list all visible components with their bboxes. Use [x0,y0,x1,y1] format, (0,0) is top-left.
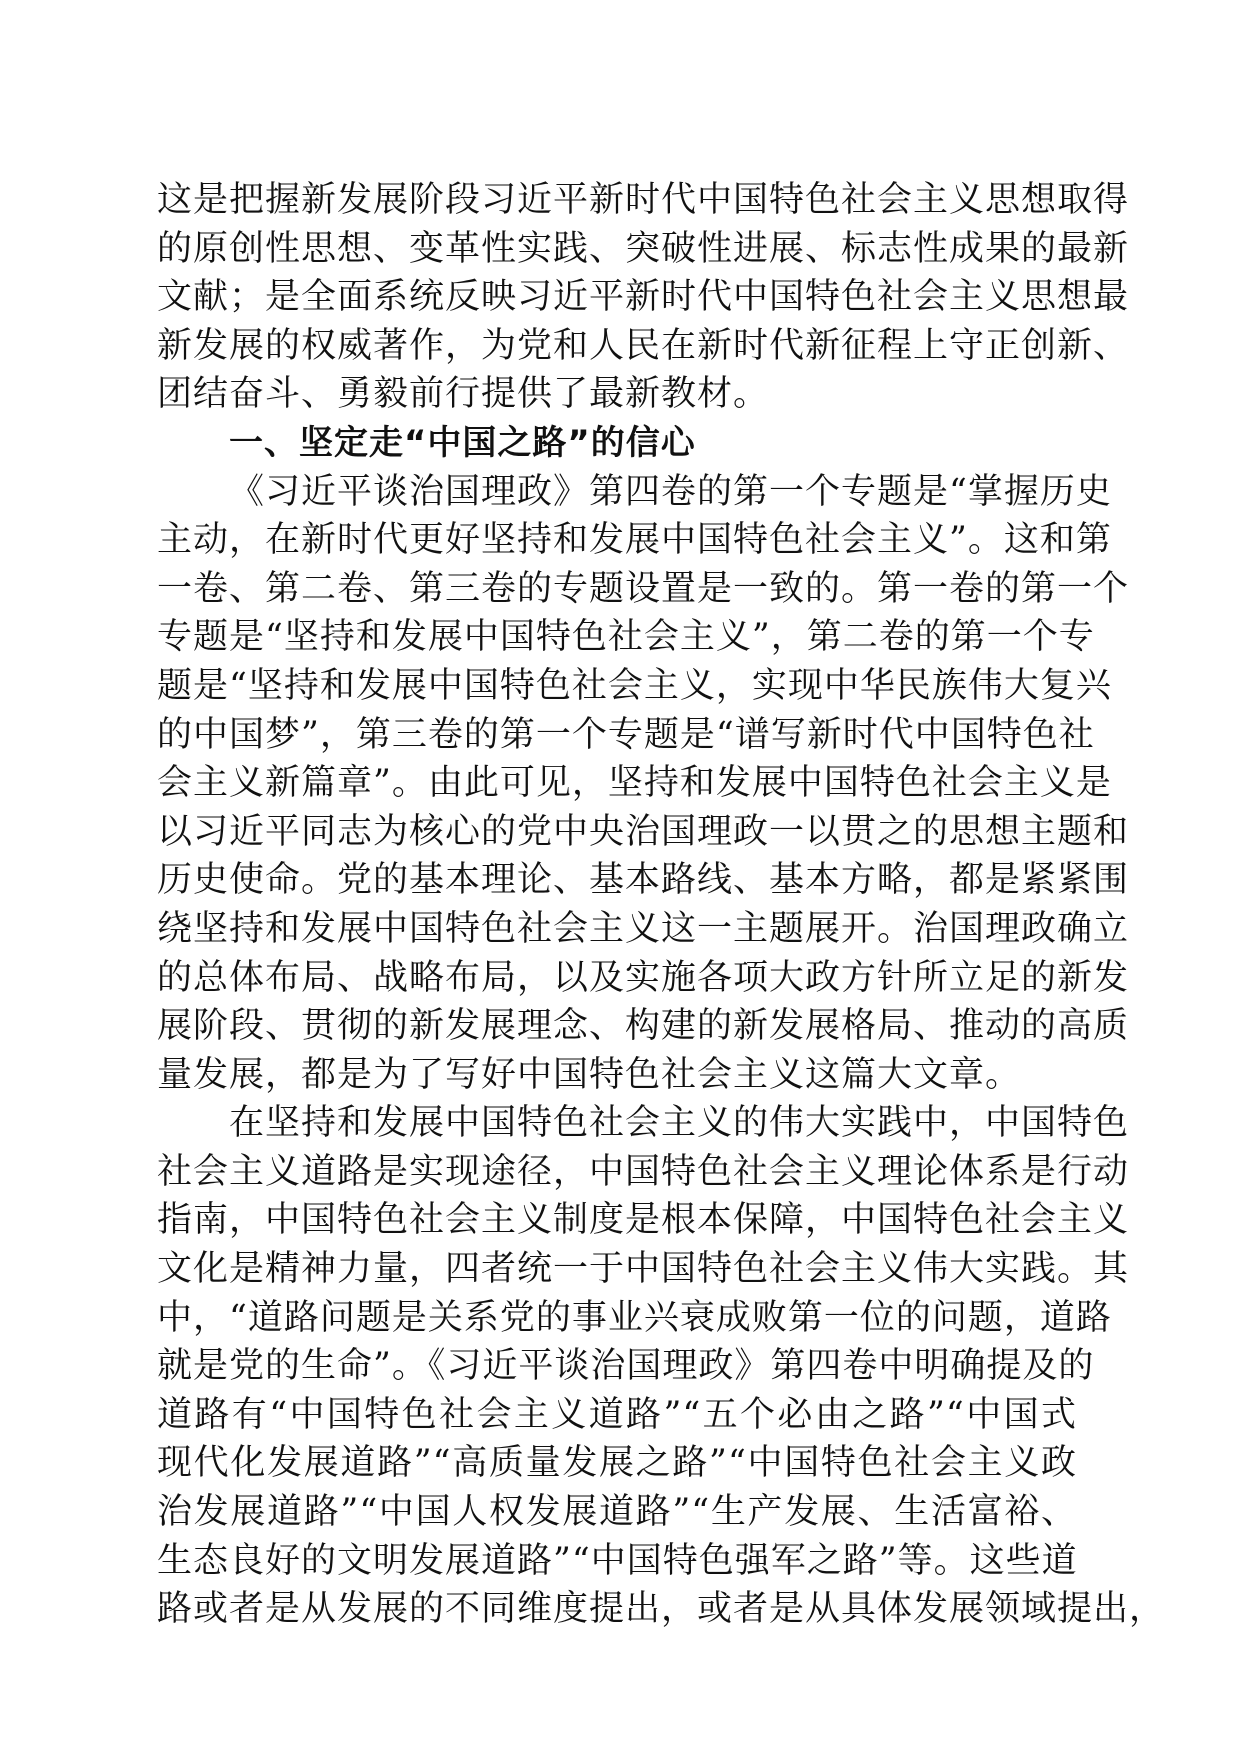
text-line: 道路有“中国特色社会主义道路”“五个必由之路”“中国式 [157,1394,1077,1435]
text-line: 以习近平同志为核心的党中央治国理政一以贯之的思想主题和 [157,811,1130,852]
paragraph-road-practice [157,1099,1166,1634]
text-line: 专题是“坚持和发展中国特色社会主义”，第二卷的第一个专 [157,617,1095,658]
text-line: 治发展道路”“中国人权发展道路”“生产发展、生活富裕、 [157,1492,1077,1533]
text-line: 指南，中国特色社会主义制度是根本保障，中国特色社会主义 [157,1200,1130,1241]
text-line: 主动，在新时代更好坚持和发展中国特色社会主义”。这和第 [157,520,1112,561]
section-heading: 一、坚定走“中国之路”的信心 [229,422,696,463]
text-line: 绕坚持和发展中国特色社会主义这一主题展开。治国理政确立 [157,908,1130,949]
text-line: 会主义新篇章”。由此可见，坚持和发展中国特色社会主义是 [157,763,1112,804]
text-line: 展阶段、贯彻的新发展理念、构建的新发展格局、推动的高质 [157,1006,1130,1047]
text-line: 题是“坚持和发展中国特色社会主义，实现中华民族伟大复兴 [157,665,1112,706]
text-line: 的中国梦”，第三卷的第一个专题是“谱写新时代中国特色社 [157,714,1095,755]
text-line: 路或者是从发展的不同维度提出，或者是从具体发展领域提出， [157,1589,1166,1630]
text-line: 生态良好的文明发展道路”“中国特色强军之路”等。这些道 [157,1540,1078,1581]
paragraph-intro [157,176,1130,419]
text-line: 的总体布局、战略布局，以及实施各项大政方针所立足的新发 [157,957,1130,998]
text-line: 现代化发展道路”“高质量发展之路”“中国特色社会主义政 [157,1443,1077,1484]
text-line: 一卷、第二卷、第三卷的专题设置是一致的。第一卷的第一个 [157,568,1130,609]
text-line: 就是党的生命”。《习近平谈治国理政》第四卷中明确提及的 [157,1346,1095,1387]
text-line: 《习近平谈治国理政》第四卷的第一个专题是“掌握历史 [229,471,1112,512]
text-line: 的原创性思想、变革性实践、突破性进展、标志性成果的最新 [157,228,1130,269]
text-line: 中，“道路问题是关系党的事业兴衰成败第一位的问题，道路 [157,1297,1112,1338]
text-line: 团结奋斗、勇毅前行提供了最新教材。 [157,374,770,415]
text-line: 新发展的权威著作，为党和人民在新时代新征程上守正创新、 [157,325,1130,366]
text-line: 这是把握新发展阶段习近平新时代中国特色社会主义思想取得 [157,180,1130,220]
text-line: 文献；是全面系统反映习近平新时代中国特色社会主义思想最 [157,277,1130,318]
text-line: 在坚持和发展中国特色社会主义的伟大实践中，中国特色 [229,1103,1130,1144]
paragraph-chinese-road-topics [157,468,1130,1100]
text-line: 量发展，都是为了写好中国特色社会主义这篇大文章。 [157,1054,1022,1095]
text-line: 历史使命。党的基本理论、基本路线、基本方略，都是紧紧围 [157,860,1130,901]
document-body [157,176,1166,1634]
text-line: 社会主义道路是实现途径，中国特色社会主义理论体系是行动 [157,1151,1130,1192]
text-line: 文化是精神力量，四者统一于中国特色社会主义伟大实践。其 [157,1249,1130,1290]
